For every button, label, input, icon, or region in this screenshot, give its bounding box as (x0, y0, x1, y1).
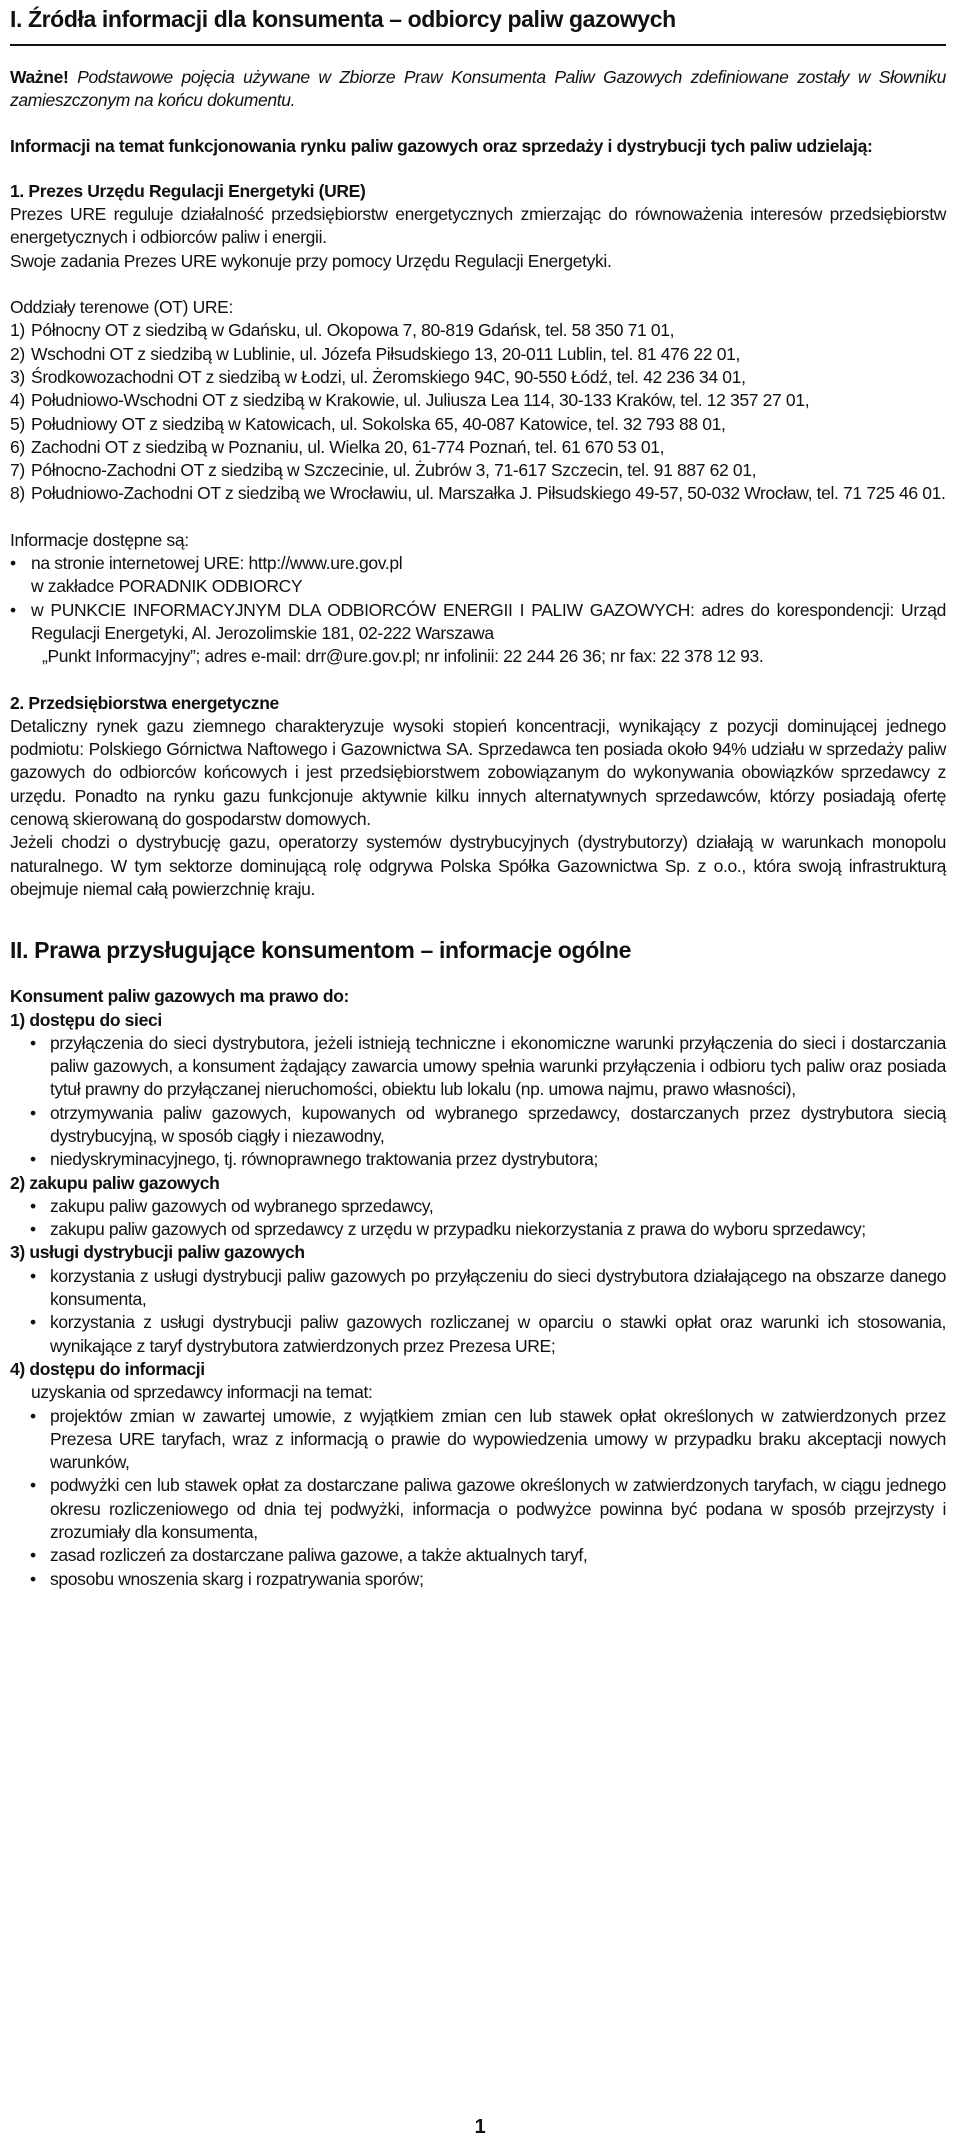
ot-number: 1) (10, 320, 25, 341)
pe-paragraph-1: Detaliczny rynek gazu ziemnego charakteryzuje wysoki stopień koncentracji, wynikający z pozycji dominującej jednego podmiotu: Polskiego Górnictwa Naftowego i Gazownictwa SA. Sprzedawca ten posiada około 94% udziału w sprzedaży paliw gazowych do odbiorców końcowych i jest przedsiębiorstwem zobowiązanym do wykonywania obowiązków sprzedawcy z urzędu. Ponadto na rynku gazu funkcjonuje aktywnie kilku innych alternatywnych sprzedawców, którzy posiadają ofertę cenową skierowaną do gospodarstw domowych. (10, 715, 946, 830)
rights-group-heading: 1) dostępu do sieci (10, 1009, 162, 1030)
info-website-line: na stronie internetowej URE: http://www.ure.gov.pl (31, 553, 403, 574)
list-item (30, 1265, 946, 1312)
info-point-contact: „Punkt Informacyjny”; adres e-mail: drr@ure.gov.pl; nr infolinii: 22 244 26 36; nr fax: 22 378 12 93. (42, 646, 764, 667)
bullet-icon: • (10, 553, 16, 574)
note-label: Ważne! (10, 67, 69, 87)
ot-text: Północny OT z siedzibą w Gdańsku, ul. Okopowa 7, 80-819 Gdańsk, tel. 58 350 71 01, (31, 320, 675, 341)
list-item-text: podwyżki cen lub stawek opłat za dostarczane paliwa gazowe określonych w zatwierdzonych taryfach, w ciągu jednego okresu rozliczeniowego od dnia tej podwyżki, informacja o podwyżce powinna być podana w sposób przejrzysty i zrozumiały dla konsumenta, (50, 1475, 946, 1543)
rights-group-heading: 3) usługi dystrybucji paliw gazowych (10, 1242, 305, 1263)
ure-paragraph-1: Prezes URE reguluje działalność przedsiębiorstw energetycznych zmierzając do równoważenia interesów przedsiębiorstw energetycznych i odbiorców paliw i energii. (10, 204, 946, 248)
list-item (30, 1148, 946, 1171)
title-divider (10, 44, 946, 46)
list-item-text: niedyskryminacyjnego, tj. równoprawnego traktowania przez dystrybutora; (50, 1149, 599, 1170)
list-item (30, 1195, 946, 1218)
pe-paragraph-2: Jeżeli chodzi o dystrybucję gazu, operatorzy systemów dystrybucyjnych (dystrybutorzy) działają w warunkach monopolu naturalnego. W tym sektorze dominującą rolę odgrywa Polska Spółka Gazownictwa Sp. z o.o., która swoją infrastrukturą obejmuje niemal całą powierzchnię kraju. (10, 832, 946, 899)
ure-heading: 1. Prezes Urzędu Regulacji Energetyki (URE) (10, 180, 366, 201)
bullet-icon: • (30, 1405, 36, 1426)
rights-group-intro: uzyskania od sprzedawcy informacji na temat: (31, 1382, 373, 1403)
pe-heading: 2. Przedsiębiorstwa energetyczne (10, 692, 279, 713)
info-website-tab-line: w zakładce PORADNIK ODBIORCY (31, 576, 303, 597)
bullet-icon: • (30, 1545, 36, 1566)
ot-item (10, 459, 946, 482)
bullet-icon: • (30, 1032, 36, 1053)
bullet-icon: • (30, 1195, 36, 1216)
ot-list (10, 319, 946, 505)
rights-lead: Konsument paliw gazowych ma prawo do: (10, 986, 350, 1007)
ot-item (10, 319, 946, 342)
list-item (30, 1405, 946, 1475)
info-list (10, 552, 946, 668)
ot-item (10, 436, 946, 459)
bullet-icon: • (30, 1568, 36, 1589)
ot-number: 7) (10, 460, 25, 481)
bullet-icon: • (30, 1265, 36, 1286)
ot-item (10, 389, 946, 412)
important-note (10, 66, 946, 113)
bullet-icon: • (30, 1312, 36, 1333)
list-item-text: otrzymywania paliw gazowych, kupowanych od wybranego sprzedawcy, dostarczanych przez dystrybutora siecią dystrybucyjną, w sposób ciągły i niezawodny, (50, 1102, 946, 1146)
intro-text: Informacji na temat funkcjonowania rynku paliw gazowych oraz sprzedaży i dystrybucji tych paliw udzielają: (10, 135, 873, 156)
list-item (30, 1311, 946, 1358)
ot-heading: Oddziały terenowe (OT) URE: (10, 297, 233, 318)
bullet-icon: • (30, 1219, 36, 1240)
ot-number: 2) (10, 343, 25, 364)
list-item-text: korzystania z usługi dystrybucji paliw gazowych po przyłączeniu do sieci dystrybutora działającego na obszarze danego konsumenta, (50, 1265, 946, 1310)
rights-group-heading: 4) dostępu do informacji (10, 1358, 205, 1379)
ot-item (10, 482, 946, 505)
list-item (30, 1544, 946, 1567)
list-item-text: sposobu wnoszenia skarg i rozpatrywania sporów; (50, 1568, 424, 1589)
ot-text: Południowo-Wschodni OT z siedzibą w Krakowie, ul. Juliusza Lea 114, 30-133 Kraków, tel. 12 357 27 01, (31, 390, 810, 411)
section-2-title: II. Prawa przysługujące konsumentom – informacje ogólne (10, 937, 632, 964)
ot-number: 3) (10, 366, 25, 387)
list-item (30, 1218, 946, 1241)
ure-paragraph-2: Swoje zadania Prezes URE wykonuje przy pomocy Urzędu Regulacji Energetyki. (10, 250, 612, 271)
page-number: 1 (474, 2116, 486, 2138)
list-item-text: korzystania z usługi dystrybucji paliw gazowych rozliczanej w oparciu o stawki opłat oraz warunki ich stosowania, wynikające z taryf dystrybutora zatwierdzonych przez Prezesa URE; (50, 1312, 946, 1356)
ot-text: Południowo-Zachodni OT z siedzibą we Wrocławiu, ul. Marszałka J. Piłsudskiego 49-57, 50-032 Wrocław, tel. 71 725 46 01. (31, 483, 946, 504)
ot-number: 4) (10, 390, 25, 411)
list-item-text: zasad rozliczeń za dostarczane paliwa gazowe, a także aktualnych taryf, (50, 1545, 588, 1566)
ot-item (10, 413, 946, 436)
info-point-text: w PUNKCIE INFORMACYJNYM DLA ODBIORCÓW ENERGII I PALIW GAZOWYCH: adres do korespondencji: Urząd Regulacji Energetyki, Al. Jerozolimskie 181, 02-222 Warszawa (31, 599, 946, 643)
bullet-icon: • (30, 1149, 36, 1170)
page-title: I. Źródła informacji dla konsumenta – odbiorcy paliw gazowych (10, 6, 676, 32)
ot-item (10, 366, 946, 389)
ot-number: 6) (10, 436, 25, 457)
rights-list (10, 1265, 946, 1358)
ot-number: 8) (10, 483, 25, 504)
rights-list (10, 1032, 946, 1172)
note-text: Podstawowe pojęcia używane w Zbiorze Praw Konsumenta Paliw Gazowych zdefiniowane zostały w Słowniku zamieszczonym na końcu dokumentu. (10, 67, 946, 111)
bullet-icon: • (10, 599, 16, 620)
list-item-text: zakupu paliw gazowych od sprzedawcy z urzędu w przypadku niekorzystania z prawa do wyboru sprzedawcy; (50, 1219, 866, 1240)
list-item (30, 1568, 946, 1591)
bullet-icon: • (30, 1102, 36, 1123)
rights-list (10, 1405, 946, 1591)
info-item-point (10, 599, 946, 646)
ot-text: Południowy OT z siedzibą w Katowicach, ul. Sokolska 65, 40-087 Katowice, tel. 32 793 88 01, (31, 413, 726, 434)
list-item (30, 1102, 946, 1149)
list-item (30, 1032, 946, 1102)
bullet-icon: • (30, 1475, 36, 1496)
ot-text: Zachodni OT z siedzibą w Poznaniu, ul. Wielka 20, 61-774 Poznań, tel. 61 670 53 01, (31, 436, 665, 457)
info-heading: Informacje dostępne są: (10, 529, 189, 550)
ot-text: Północno-Zachodni OT z siedzibą w Szczecinie, ul. Żubrów 3, 71-617 Szczecin, tel. 91 887 62 01, (31, 460, 757, 481)
list-item-text: przyłączenia do sieci dystrybutora, jeżeli istnieją techniczne i ekonomiczne warunki przyłączenia do sieci i dostarczania paliw gazowych, a konsument żądający zawarcia umowy spełnia warunki przyłączenia i odbioru tych paliw oraz posiada tytuł prawny do przyłączanej nieruchomości, obiektu lub lokalu (np. umowa najmu, prawo własności), (50, 1032, 946, 1100)
list-item (30, 1474, 946, 1544)
ot-item (10, 343, 946, 366)
info-item-website (10, 552, 946, 599)
ot-number: 5) (10, 413, 25, 434)
ot-text: Środkowozachodni OT z siedzibą w Łodzi, ul. Żeromskiego 94C, 90-550 Łódź, tel. 42 236 34 01, (31, 366, 746, 387)
ot-text: Wschodni OT z siedzibą w Lublinie, ul. Józefa Piłsudskiego 13, 20-011 Lublin, tel. 81 476 22 01, (31, 343, 740, 364)
rights-group-heading: 2) zakupu paliw gazowych (10, 1172, 220, 1193)
list-item-text: zakupu paliw gazowych od wybranego sprzedawcy, (50, 1195, 434, 1216)
list-item-text: projektów zmian w zawartej umowie, z wyjątkiem zmian cen lub stawek opłat określonych w zatwierdzonych przez Prezesa URE taryfach, wraz z informacją o prawie do wypowiedzenia umowy w przypadku braku akceptacji nowych warunków, (50, 1405, 946, 1473)
rights-list (10, 1195, 946, 1242)
